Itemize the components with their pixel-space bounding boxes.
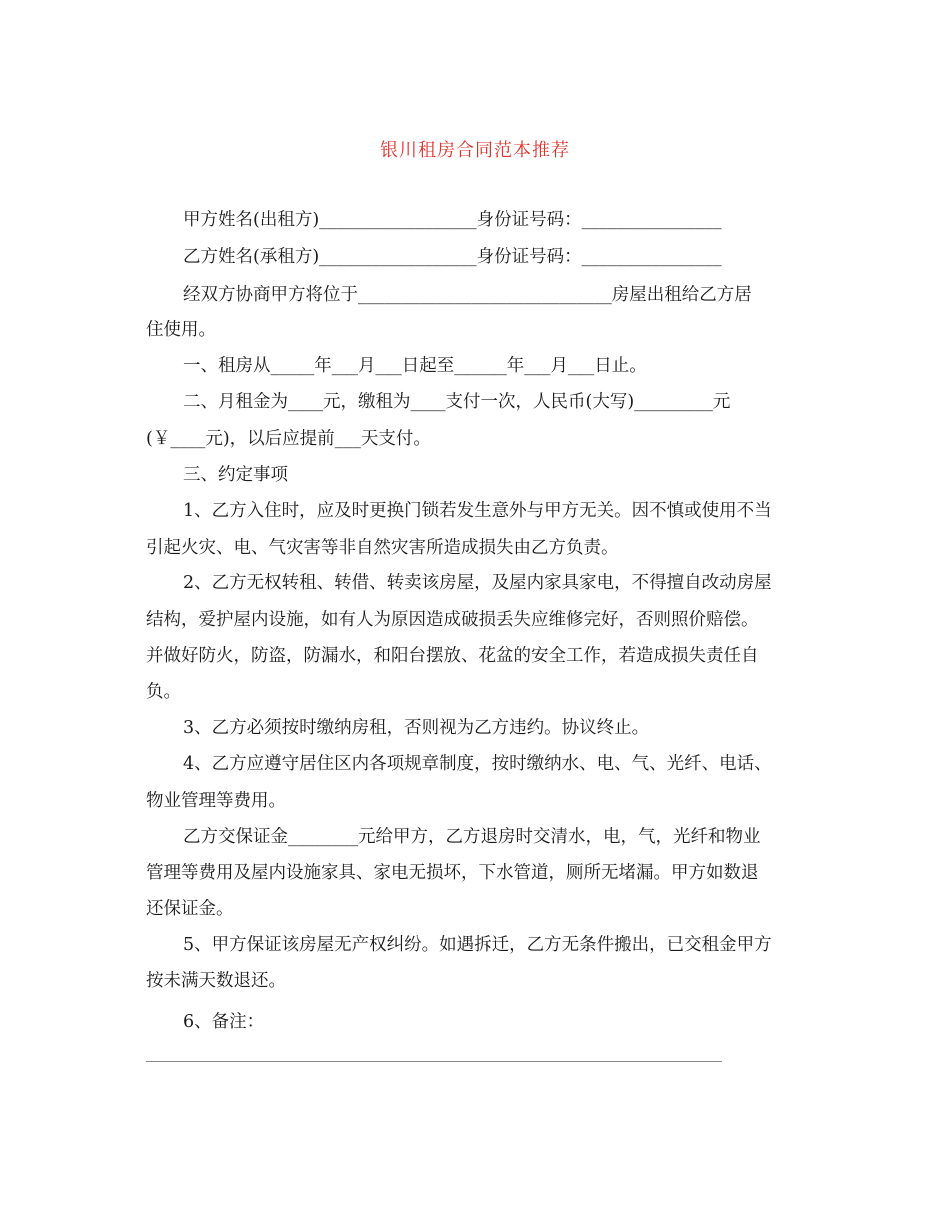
deposit-cont-2: 还保证金。 <box>146 899 234 919</box>
item-2-cont-1: 结构，爱护屋内设施，如有人为原因造成破损丢失应维修完好，否则照价赔偿。 <box>146 610 759 630</box>
item-1: 1、乙方入住时，应及时更换门锁若发生意外与甲方无关。因不慎或使用不当 <box>183 501 772 521</box>
item-4: 4、乙方应遵守居住区内各项规章制度，按时缴纳水、电、气、光纤、电话、 <box>183 754 772 774</box>
item-5-cont: 按未满天数退还。 <box>146 971 286 991</box>
item-6-remarks: 6、备注： <box>183 1012 265 1032</box>
item-2-cont-3: 负。 <box>146 682 181 702</box>
deposit-cont-1: 管理等费用及屋内设施家具、家电无损坏，下水管道，厕所无堵漏。甲方如数退 <box>146 863 759 883</box>
clause-term: 一、租房从_____年___月___日起至______年___月___日止。 <box>183 356 647 376</box>
premises-line: 经双方协商甲方将位于_____________________________房屋出租给乙方居 <box>183 285 752 305</box>
clause-agreed-heading: 三、约定事项 <box>183 465 288 485</box>
remarks-underline <box>146 1061 722 1062</box>
clause-rent-cont: (￥____元)，以后应提前___天支付。 <box>146 429 431 449</box>
item-5: 5、甲方保证该房屋无产权纠纷。如遇拆迁，乙方无条件搬出，已交租金甲方 <box>183 935 772 955</box>
document-title: 银川租房合同范本推荐 <box>380 140 570 161</box>
deposit-line: 乙方交保证金________元给甲方，乙方退房时交清水，电，气，光纤和物业 <box>183 827 761 847</box>
party-a-line: 甲方姓名(出租方)__________________身份证号码：________________ <box>183 210 722 230</box>
premises-line-cont: 住使用。 <box>146 320 216 340</box>
item-2-cont-2: 并做好防火，防盗，防漏水，和阳台摆放、花盆的安全工作，若造成损失责任自 <box>146 646 759 666</box>
item-1-cont: 引起火灾、电、气灾害等非自然灾害所造成损失由乙方负责。 <box>146 538 619 558</box>
item-3: 3、乙方必须按时缴纳房租，否则视为乙方违约。协议终止。 <box>183 718 650 738</box>
item-2: 2、乙方无权转租、转借、转卖该房屋，及屋内家具家电，不得擅自改动房屋 <box>183 573 772 593</box>
clause-rent: 二、月租金为____元，缴租为____支付一次，人民币(大写)_________元 <box>183 392 731 412</box>
item-4-cont: 物业管理等费用。 <box>146 791 286 811</box>
party-b-line: 乙方姓名(承租方)__________________身份证号码：________________ <box>183 247 722 267</box>
